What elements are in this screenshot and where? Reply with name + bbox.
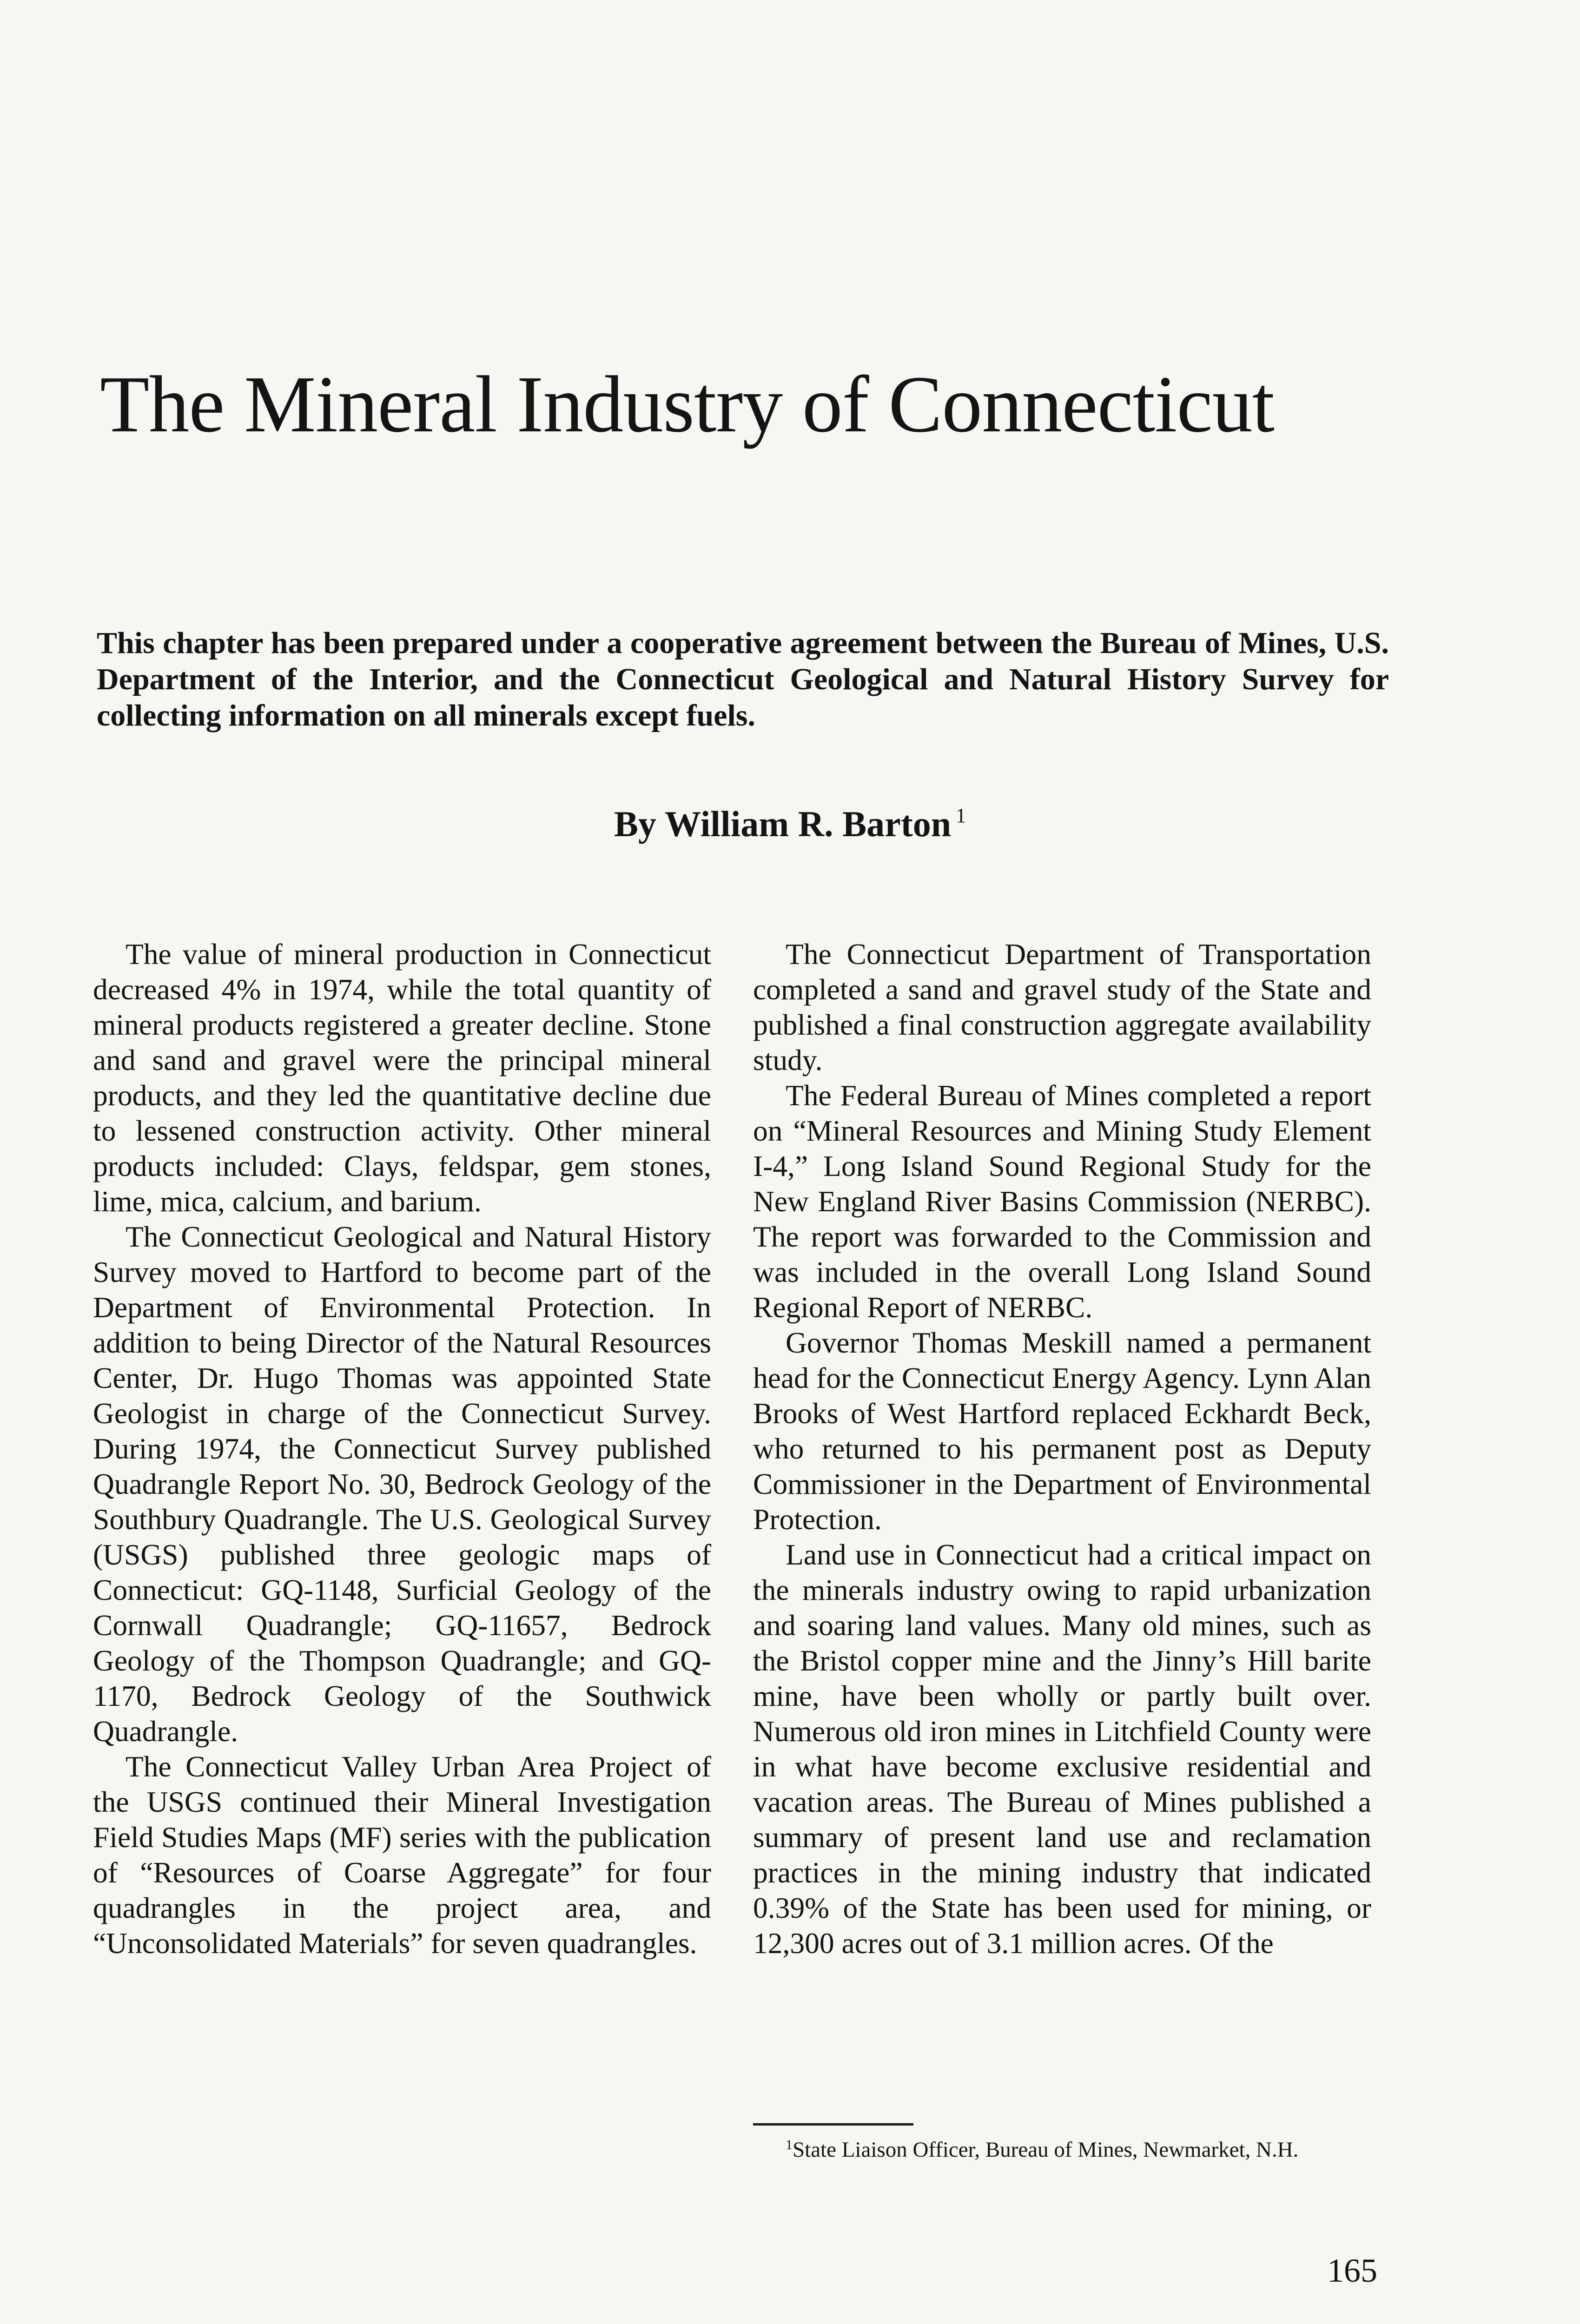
footnote-divider — [753, 2123, 913, 2126]
cooperative-agreement-note: This chapter has been prepared under a cooperative agreement between the Bureau of Mines, U.S. Department of the Interior, and the Connecticut Geological and Natural History Survey for collecting information on all minerals except fuels. — [97, 626, 1389, 733]
paragraph: The Connecticut Geological and Natural History Survey moved to Hartford to become part of the Department of Environmental Protection. In addition to being Director of the Natural Resources Center, Dr. Hugo Thomas was appointed State Geologist in charge of the Connecticut Survey. During 1974, the Connecticut Survey published Quadrangle Report No. 30, Bedrock Geology of the Southbury Quadrangle. The U.S. Geological Survey (USGS) published three geologic maps of Connecticut: GQ-1148, Surficial Geology of the Cornwall Quadrangle; GQ-11657, Bedrock Geology of the Thompson Quadrangle; and GQ-1170, Bedrock Geology of the Southwick Quadrangle. — [93, 1220, 711, 1748]
paragraph: Governor Thomas Meskill named a permanent head for the Connecticut Energy Agency. Lynn Alan Brooks of West Hartford replaced Eckhardt Beck, who returned to his permanent post as Deputy Commissioner in the Department of Environmental Protection. — [753, 1326, 1371, 1536]
footnote-marker: 1 — [786, 2137, 793, 2152]
author-footnote-marker: 1 — [956, 804, 966, 827]
footnote-text: State Liaison Officer, Bureau of Mines, Newmarket, N.H. — [793, 2138, 1299, 2162]
paragraph: The value of mineral production in Connecticut decreased 4% in 1974, while the total quantity of mineral products registered a greater decline. Stone and sand and gravel were the principal mineral products, and they led the quantitative decline due to lessened construction activity. Other mineral products included: Clays, feldspar, gem stones, lime, mica, calcium, and barium. — [93, 938, 711, 1218]
paragraph: Land use in Connecticut had a critical impact on the minerals industry owing to rapid urbanization and soaring land values. Many old mines, such as the Bristol copper mine and the Jinny’s Hill barite mine, have been wholly or partly built over. Numerous old iron mines in Litchfield County were in what have become exclusive residential and vacation areas. The Bureau of Mines published a summary of present land use and reclamation practices in the mining industry that indicated 0.39% of the State has been used for mining, or 12,300 acres out of 3.1 million acres. Of the — [753, 1538, 1371, 1960]
author-name: By William R. Barton — [614, 804, 952, 844]
author-byline — [0, 792, 1580, 847]
paragraph: The Federal Bureau of Mines completed a report on “Mineral Resources and Mining Study Element I-4,” Long Island Sound Regional Study for the New England River Basins Commission (NERBC). The report was forwarded to the Commission and was included in the overall Long Island Sound Regional Report of NERBC. — [753, 1079, 1371, 1324]
chapter-title: The Mineral Industry of Connecticut — [100, 359, 1274, 449]
author-footnote — [753, 2133, 1371, 2162]
paragraph: The Connecticut Valley Urban Area Project of the USGS continued their Mineral Investigation Field Studies Maps (MF) series with the publication of “Resources of Coarse Aggregate” for four quadrangles in the project area, and “Unconsolidated Materials” for seven quadrangles. — [93, 1750, 711, 1960]
right-column — [753, 937, 1371, 1961]
page-number: 165 — [1327, 2252, 1377, 2289]
left-column — [93, 937, 711, 1961]
paragraph: The Connecticut Department of Transportation completed a sand and gravel study of the State and published a final construction aggregate availability study. — [753, 938, 1371, 1076]
